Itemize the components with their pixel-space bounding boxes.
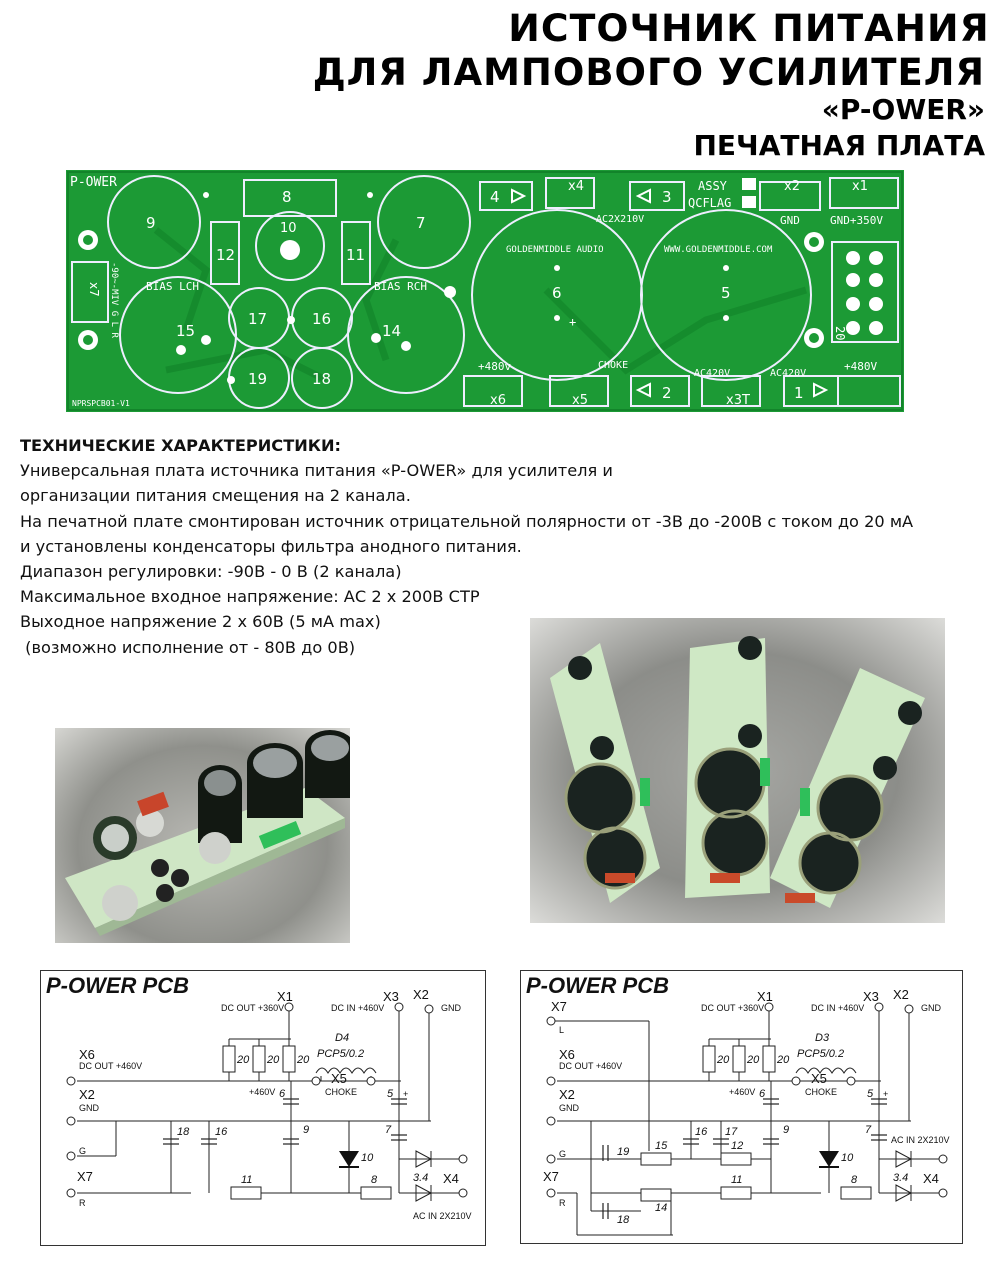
sr-choke: CHOKE <box>805 1087 838 1097</box>
sr-d10: 10 <box>841 1152 854 1164</box>
title-line-1: ИСТОЧНИК ПИТАНИЯ <box>508 7 990 50</box>
sr-x6-desc: DC OUT +460V <box>559 1061 623 1071</box>
sr-p14: 14 <box>655 1202 668 1214</box>
sr-x1: X1 <box>757 989 773 1004</box>
specs-line: организации питания смещения на 2 канала. <box>20 486 411 506</box>
sr-x5: X5 <box>811 1071 827 1086</box>
conn-x4: x4 <box>568 179 584 194</box>
pcb-label-p480a: +480v <box>478 360 512 373</box>
part-2: 2 <box>662 384 672 402</box>
conn-x7: x7 <box>87 282 101 297</box>
sl-p460: +460V <box>249 1087 276 1097</box>
pcb-bias-r: BIAS RCH <box>374 280 427 293</box>
sl-g: G <box>79 1146 87 1156</box>
sl-d: D4 <box>335 1032 350 1044</box>
sr-c16: 16 <box>695 1126 708 1138</box>
specs-line: На печатной плате смонтирован источник отрицательной полярности от -3В до -200В с током до 20 мА <box>20 511 914 531</box>
sr-x2: X2 <box>893 987 909 1002</box>
pcb-brand-1: GOLDENMIDDLE AUDIO <box>506 245 604 255</box>
sr-c17: 17 <box>725 1126 738 1138</box>
sr-c9: 9 <box>783 1124 790 1136</box>
sr-l: L <box>559 1025 565 1035</box>
sl-x1-desc: DC OUT +360V <box>221 1003 285 1013</box>
part-6: 6 <box>552 284 562 302</box>
sl-c18: 18 <box>177 1126 190 1138</box>
sr-x6: X6 <box>559 1047 575 1062</box>
sr-r11: 11 <box>731 1174 743 1186</box>
sr-acin: AC IN 2X210V <box>891 1135 950 1145</box>
conn-x3: x3T <box>726 393 750 408</box>
part-15: 15 <box>176 322 196 340</box>
sr-c18: 18 <box>617 1214 630 1226</box>
part-14: 14 <box>382 322 402 340</box>
title-line-2: ДЛЯ ЛАМПОВОГО УСИЛИТЕЛЯ <box>312 51 985 94</box>
specs-line: Диапазон регулировки: -90В - 0 В (2 канала) <box>20 562 402 582</box>
pcb-label-ac420b: AC420V <box>770 368 807 379</box>
sl-x2b: X2 <box>79 1087 95 1102</box>
specs-line: Выходное напряжение 2 х 60В (5 мА max) <box>20 612 381 632</box>
sl-c6: 6 <box>279 1088 286 1100</box>
sl-d34: 3.4 <box>413 1172 429 1184</box>
schematic-right <box>520 970 963 1244</box>
sl-x2: X2 <box>413 987 429 1002</box>
schematic-left-title: P-OWER PCB <box>46 973 189 998</box>
sr-d: D3 <box>815 1032 830 1044</box>
sr-c6: 6 <box>759 1088 766 1100</box>
sr-g: G <box>559 1149 567 1159</box>
pcb-bias-l: BIAS LCH <box>146 280 199 293</box>
sr-r20c: 20 <box>777 1054 790 1066</box>
sr-c5: 5 <box>867 1088 874 1100</box>
sl-x4: X4 <box>443 1171 459 1186</box>
sr-p15: 15 <box>655 1140 668 1152</box>
sr-x4: X4 <box>923 1171 939 1186</box>
part-3: 3 <box>662 188 672 206</box>
part-11: 11 <box>346 246 366 264</box>
schematic-right-title: P-OWER PCB <box>526 973 669 998</box>
pcb-label-p480b: +480V <box>844 360 878 373</box>
sr-x7: X7 <box>543 1169 559 1184</box>
sr-d34: 3.4 <box>893 1172 909 1184</box>
sl-acin: AC IN 2X210V <box>413 1211 472 1221</box>
title-line-3: «P-OWER» <box>821 93 985 126</box>
pcb-label-20: 20 <box>833 326 847 341</box>
title-line-4: ПЕЧАТНАЯ ПЛАТА <box>693 129 985 162</box>
pcb-label-plus: + <box>569 315 577 329</box>
three-boards-photo <box>530 618 945 923</box>
part-4: 4 <box>490 188 500 206</box>
part-12: 12 <box>216 246 236 264</box>
sr-r: R <box>559 1198 566 1208</box>
sl-c7: 7 <box>385 1124 392 1136</box>
sl-pcp: PCP5/0.2 <box>317 1048 365 1060</box>
sl-c9: 9 <box>303 1124 310 1136</box>
pcb-qcflag: QCFLAG <box>688 196 732 210</box>
sr-r20a: 20 <box>717 1054 730 1066</box>
sl-x3-desc: DC IN +460V <box>331 1003 385 1013</box>
part-7: 7 <box>416 214 426 232</box>
specs-line: и установлены конденсаторы фильтра анодного питания. <box>20 536 522 556</box>
sl-r8: 8 <box>371 1174 378 1186</box>
sr-x2b-desc: GND <box>559 1103 579 1113</box>
specs-heading: ТЕХНИЧЕСКИЕ ХАРАКТЕРИСТИКИ: <box>20 436 342 455</box>
sl-x6-desc: DC OUT +460V <box>79 1061 143 1071</box>
sl-x1: X1 <box>277 989 293 1004</box>
part-19: 19 <box>248 370 268 388</box>
pcb-image <box>66 170 904 412</box>
sr-r8: 8 <box>851 1174 858 1186</box>
sl-c16: 16 <box>215 1126 228 1138</box>
sr-c19: 19 <box>617 1146 630 1158</box>
conn-x6: x6 <box>490 393 506 408</box>
pcb-label-gnd: GND <box>780 214 800 227</box>
pcb-label-ac420a: AC420V <box>694 368 731 379</box>
sl-x5: X5 <box>331 1071 347 1086</box>
part-5: 5 <box>721 284 731 302</box>
pcb-label-choke: CHOKE <box>598 360 629 371</box>
part-8: 8 <box>282 188 292 206</box>
sr-x1-desc: DC OUT +360V <box>701 1003 765 1013</box>
sr-r20b: 20 <box>747 1054 760 1066</box>
sr-x2b: X2 <box>559 1087 575 1102</box>
part-10: 10 <box>280 221 297 236</box>
sl-r11: 11 <box>241 1174 253 1186</box>
conn-x5: x5 <box>572 393 588 408</box>
sl-x3: X3 <box>383 989 399 1004</box>
sr-plus: + <box>883 1089 889 1099</box>
schematic-left <box>40 970 486 1246</box>
pcb-brand-2: WWW.GOLDENMIDDLE.COM <box>664 245 773 255</box>
specs-line: (возможно исполнение от - 80В до 0В) <box>20 637 356 657</box>
pcb-assy: ASSY <box>698 179 727 193</box>
pcb-code: NPRSPCB01-V1 <box>72 399 130 408</box>
sr-c7: 7 <box>865 1124 872 1136</box>
sl-gnd: GND <box>441 1003 461 1013</box>
assembled-board-photo <box>55 728 350 943</box>
sl-x7: X7 <box>77 1169 93 1184</box>
part-18: 18 <box>312 370 332 388</box>
sr-x3: X3 <box>863 989 879 1004</box>
pcb-name: P-OWER <box>70 175 117 190</box>
sr-gnd: GND <box>921 1003 941 1013</box>
sl-x2b-desc: GND <box>79 1103 99 1113</box>
part-17: 17 <box>248 310 268 328</box>
sr-x3-desc: DC IN +460V <box>811 1003 865 1013</box>
part-1: 1 <box>794 384 804 402</box>
sl-r20a: 20 <box>237 1054 250 1066</box>
sr-r12: 12 <box>731 1140 744 1152</box>
sr-x7-top: X7 <box>551 999 567 1014</box>
specs-line: Универсальная плата источника питания «P-OWER» для усилителя и <box>20 461 613 481</box>
sl-c5: 5 <box>387 1088 394 1100</box>
sr-p460: +460V <box>729 1087 756 1097</box>
sl-x6: X6 <box>79 1047 95 1062</box>
pcb-side-label: -90~-MIV G L R <box>109 262 119 338</box>
sl-r: R <box>79 1198 86 1208</box>
sl-r20c: 20 <box>297 1054 310 1066</box>
conn-x1: x1 <box>852 179 868 194</box>
conn-x2: x2 <box>784 179 800 194</box>
sr-pcp: PCP5/0.2 <box>797 1048 845 1060</box>
pcb-label-ac210: AC2X210V <box>596 214 645 225</box>
specs-line: Максимальное входное напряжение: АС 2 х 200В СТР <box>20 587 480 607</box>
pcb-label-gnd350: GND+350V <box>830 214 883 227</box>
sl-plus: + <box>403 1089 409 1099</box>
sl-d10: 10 <box>361 1152 374 1164</box>
part-9: 9 <box>146 214 156 232</box>
sl-r20b: 20 <box>267 1054 280 1066</box>
sl-choke: CHOKE <box>325 1087 358 1097</box>
part-16: 16 <box>312 310 332 328</box>
